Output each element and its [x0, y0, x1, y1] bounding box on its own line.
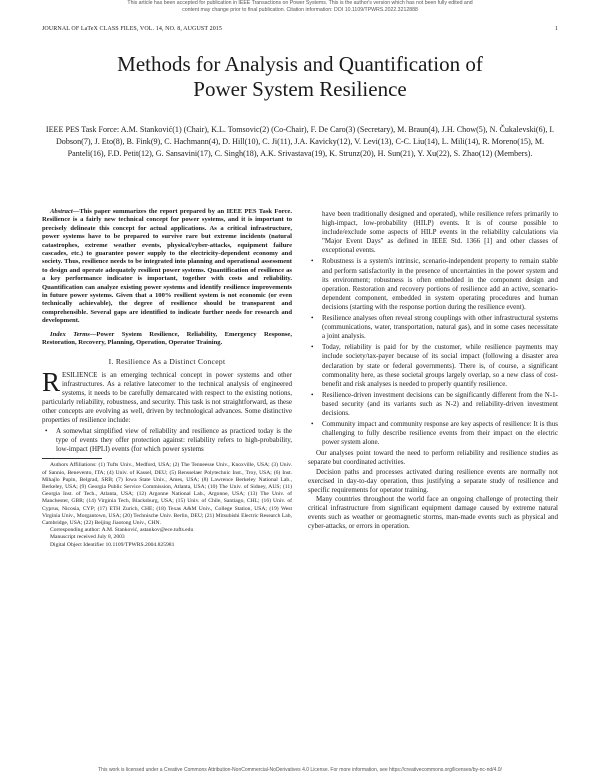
intro-paragraph [42, 366, 292, 426]
list-item [308, 420, 558, 447]
list-item-text: Community impact and community response are key aspects of resilience: It is thus challenging to fully describe resilience events from their impact on the electric power system alone. [322, 420, 558, 447]
title-line-2: Power System Resilience [193, 77, 407, 101]
section-heading: I. Resilience As a Distinct Concept [108, 356, 226, 366]
list-item [42, 427, 292, 454]
abstract [42, 208, 292, 326]
body-paragraph: Decision paths and processes activated during resilience events are normally not exercised in day-to-day operation, thus justifying a separate study of resilience and specific requirements for operator training. [308, 467, 558, 494]
footnote-divider [42, 458, 102, 459]
author-list: IEEE PES Task Force: A.M. Stanković(1) (Chair), K.L. Tomsovic(2) (Co-Chair), F. De Caro(3) (Secretary), M. Braun(4), J.H. Chow(5), N. Čukalevski(6), I. Dobson(7), J. Eto(8), B. Fink(9), C. Hachmann(4), D. Hill(10), C. Ji(11), J.A. Kavicky(12), V. Levi(13), C-C. Liu(14), L. Mili(14), R. Moreno(15), M. Panteli(16), F.D. Petit(12), G. Sansavini(17), C. Singh(18), A.K. Srivastava(19), K. Strunz(20), H. Sun(21), Y. Xu(22), S. Zhao(12) (Members). [45, 125, 555, 158]
list-item-text: A somewhat simplified view of reliability and resilience as practiced today is the type of events they offer protection against: reliability refers to high-probability, low-impact (HPLI) events (for which power systems [56, 427, 292, 454]
property-list-continued [308, 210, 558, 447]
running-head [42, 26, 558, 36]
bullet-icon: • [311, 314, 314, 323]
list-item-text: Today, reliability is paid for by the customer, while resilience payments may include society/tax-payer because of its social impact (following a disaster area declaration by state or federal governments). There is, of course, a significant commonality here, as these societal groups largely overlap, so a new class of cost-benefit and risk analyses is needed to properly quantify resilience. [322, 343, 558, 388]
paper-title [0, 52, 600, 102]
list-item [308, 210, 558, 255]
footnote-received: Manuscript received July 8, 2003 [50, 534, 125, 541]
list-item-text: have been traditionally designed and operated), while resilience refers primarily to high-impact, low-probability (HILP) events. It is of course possible to include/exclude some aspects of HILP events in the reliability calculations via "Major Event Days" as defined in IEEE Std. 1366 [1] and other classes of exceptional events. [322, 210, 558, 255]
right-column [308, 208, 558, 531]
drop-cap: R [42, 366, 61, 397]
bullet-icon: • [311, 390, 314, 399]
title-line-1: Methods for Analysis and Quantification of [117, 52, 483, 76]
footnote-doi: Digital Object Identifier 10.1109/TPWRS.2004.825981 [50, 541, 175, 548]
list-item-text: Resilience-driven investment decisions can be significantly different from the N-1-based security (and its variants such as N-2) and reliability-driven investment decisions. [322, 390, 558, 417]
notice-line-1: This article has been accepted for publication in IEEE Transactions on Power Systems. This is the author's version which has not been fully edited and [127, 0, 473, 6]
abstract-lead: Abstract [50, 208, 73, 215]
property-list [42, 427, 292, 454]
list-item-text: Robustness is a system's intrinsic, scenario-independent property to remain stable and perform satisfactorily in the presence of uncertainties in the power system and its environment; robustness is often embedded in the component design and operation. Restoration and recovery portions of resilience add an active, scenario-dependent component, embedded in system operating procedures and human decisions (starting with the response portion during the resilience event). [322, 257, 558, 311]
notice-line-2: content may change prior to final publication. Citation information: DOI 10.1109/TPWRS.2022.3212888 [182, 7, 418, 14]
list-item [308, 314, 558, 341]
license-notice: This work is licensed under a Creative Commons Attribution-NonCommercial-NoDerivatives 4.0 License. For more information, see https://creativecommons.org/licenses/by-nc-nd/4.0/ [98, 767, 502, 773]
body-paragraph: Many countries throughout the world face an ongoing challenge of protecting their critical infrastructure from significant equipment damage caused by extreme natural events such as weather or geomagnetic storms, man-made events such as physical and cyber-attacks, or errors in operation. [308, 494, 558, 531]
footnote-corresponding: Corresponding author: A.M. Stanković, astankov@ece.tufts.edu [50, 527, 194, 534]
index-terms-lead: Index Terms [50, 330, 90, 338]
intro-text: ESILIENCE is an emerging technical concept in power systems and other infrastructures. As a relative latecomer to the technical analysis of engineered systems, it needs to be carefully demarcated with respect to the existing notions, particularly reliability, robustness, and security. This task is not straightforward, as these other concepts are evolving as well, driven by technological advances. Some distinctive properties of resilience include: [42, 370, 292, 425]
index-terms [42, 331, 292, 348]
list-item [308, 257, 558, 312]
list-item [308, 391, 558, 418]
journal-name: JOURNAL OF LaTeX CLASS FILES, VOL. 14, NO. 8, AUGUST 2015 [42, 26, 223, 32]
abstract-text: —This paper summarizes the report prepared by an IEEE PES Task Force. Resilience is a fairly new technical concept for power systems, and it is important to precisely delineate this concept for actual applications. As a critical infrastructure, power systems have to be prepared to survive rare but extreme incidents (natural catastrophes, extreme weather events, physical/cyber-attacks, equipment failure cascades, etc.) to guarantee power supply to the electricity-dependent economy and society. Thus, resilience needs to be integrated into planning and operational assessment to design and operate adequately resilient power systems. Quantification of resilience as a key performance indicator is important, together with costs and reliability. Quantification can analyze existing power systems and identify resilience improvements in future power systems. Given that a 100% resilient system is not economic (or even technically achievable), the degree of resilience should be transparent and comprehensible. Several gaps are identified to indicate further needs for research and development. [42, 208, 292, 325]
list-item [308, 343, 558, 388]
bullet-icon: • [311, 343, 314, 352]
page-number: 1 [554, 26, 558, 32]
body-paragraph: Our analyses point toward the need to perform reliability and resilience studies as separate but coordinated activities. [308, 449, 558, 467]
publication-notice [0, 0, 600, 15]
bullet-icon: • [45, 427, 48, 436]
footnote-affiliations: Authors Affiliations: (1) Tufts Univ., Medford, USA; (2) The Tenneesse Univ., Knoxville, USA; (3) Univ. of Sannio, Benevento, ITA; (4) Univ. of Kassel, DEU; (5) Rensselaer Polytechnic Inst., Troy, USA; (6) Inst. Mihajlo Pupin, Belgrad, SRB; (7) Iowa State Univ., Ames, USA; (8) Lawrence Berkeley National Lab., Berkeley, USA; (9) Georgia Public Service Commission, Atlanta, USA; (10) The Univ. of Sidney, AUS; (11) Georgia Inst. of Tech., Atlanta, USA; (12) Argonne National Lab., Argonne, USA; (13) The Univ. of Manchester, GBR; (14) Virginia Tech, Blacksburg, USA; (15) Univ. of Chile, Santiago, CHL; (16) Univ. of Cyprus, Nicosia, CYP; (17) ETH Zurich, CHE; (18) Texas A&M Univ., College Station, USA; (19) West Virginia Univ., Morgantown, USA; (20) Technische Univ. Berlin, DEU; (21) Mitsubishi Electric Research Lab, Cambridge, USA; (22) Beijing Jiaotong Univ., CHN. [42, 462, 292, 527]
index-terms-text: —Power System Resilience, Reliability, Emergency Response, Restoration, Recovery, Planning, Operation, Operator Training. [42, 330, 292, 347]
list-item-text: Resilience analyses often reveal strong couplings with other infrastructural systems (communications, water, transportation, natural gas), and in some cases necessitate a joint analysis. [322, 314, 558, 341]
bullet-icon: • [311, 420, 314, 429]
bullet-icon: • [311, 257, 314, 266]
left-column [42, 208, 292, 549]
